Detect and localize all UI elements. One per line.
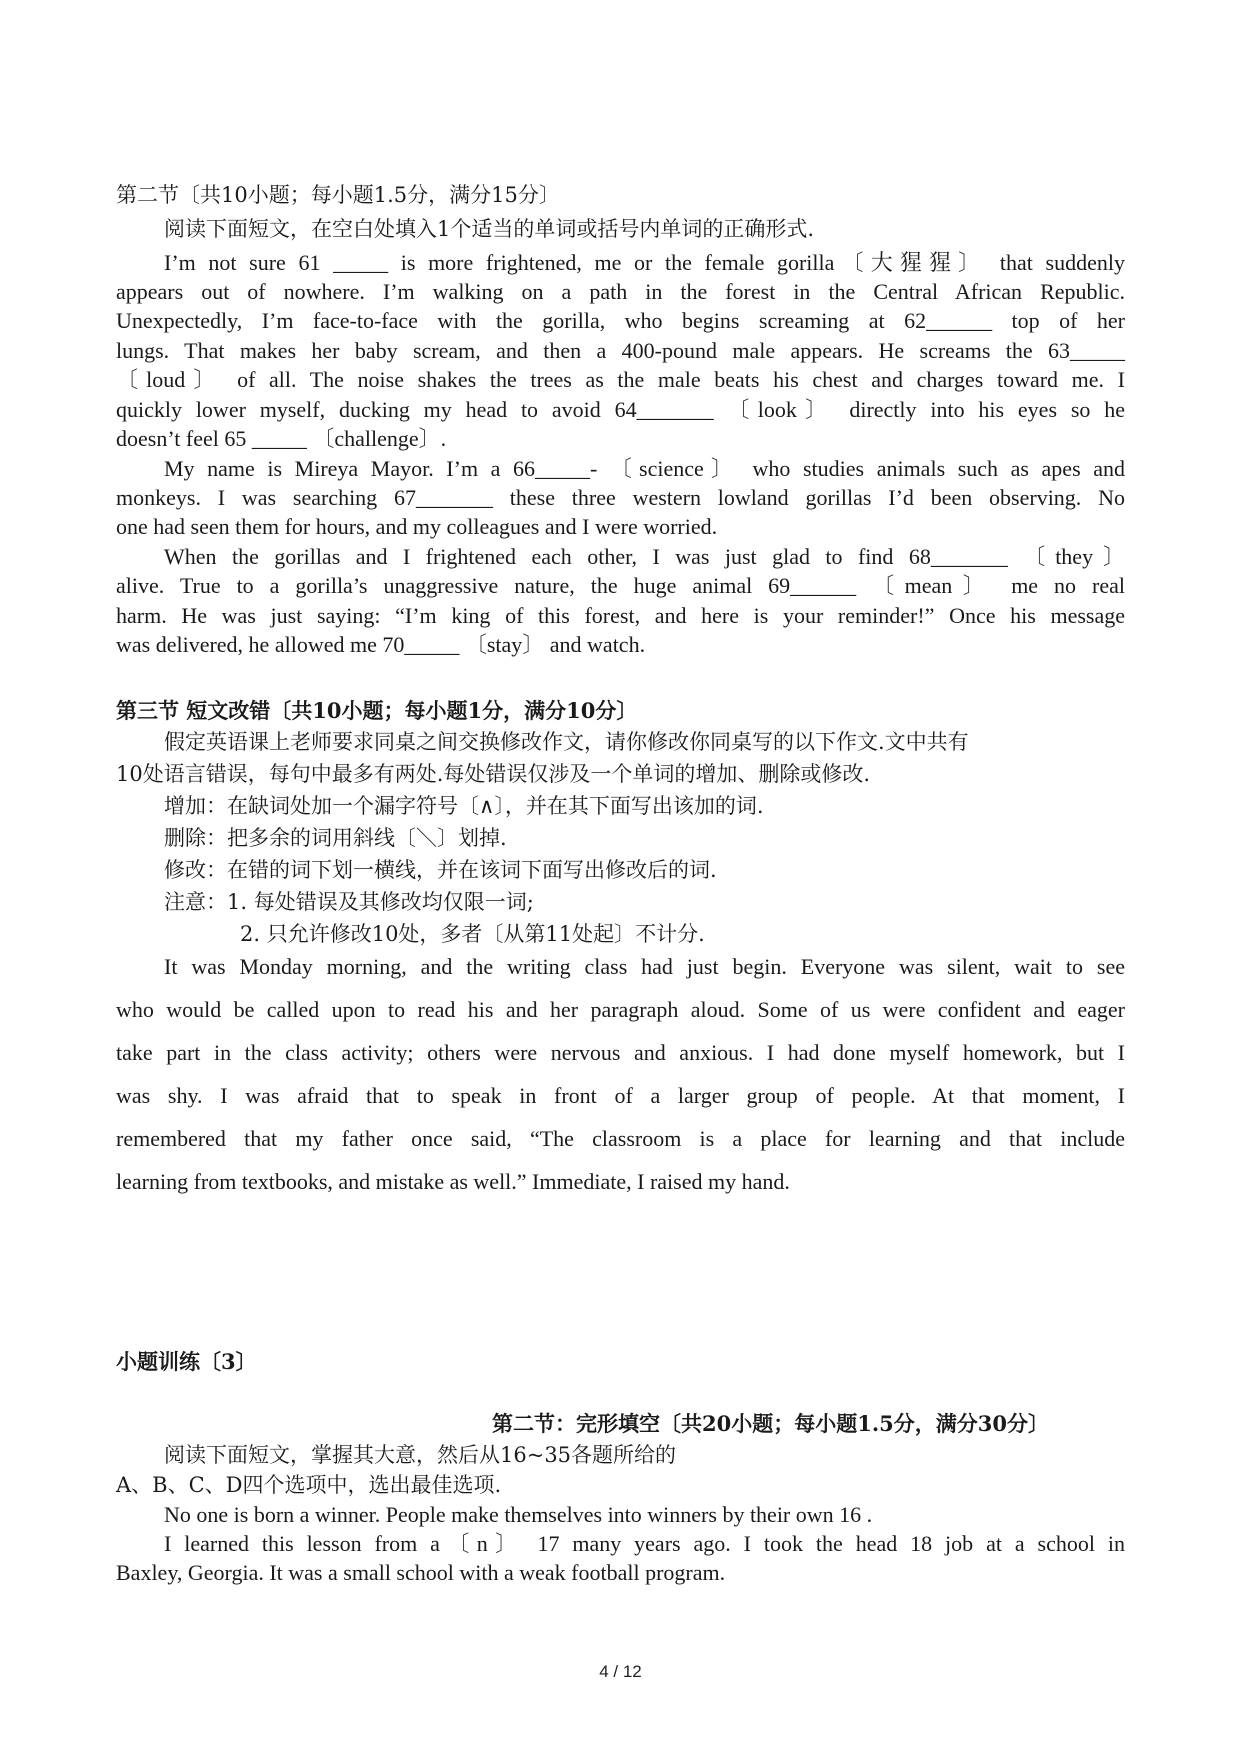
section3-passage-line-3: take part in the class activity; others were nervous and anxious. I had done myself homework, but I [116,1040,1125,1065]
section2-heading: 第二节〔共10小题；每小题1.5分，满分15分〕 [116,183,560,207]
section2-instruction: 阅读下面短文，在空白处填入1个适当的单词或括号内单词的正确形式. [164,217,815,241]
section3-note-1: 注意：1. 每处错误及其修改均仅限一词; [164,890,534,914]
section2-line-2: appears out of nowhere. I’m walking on a path in the forest in the Central African Republic. [116,279,1125,304]
training-instruction-2: A、B、C、D四个选项中，选出最佳选项. [116,1473,502,1497]
section2-line-7: doesn’t feel 65 _____ 〔challenge〕. [116,426,447,451]
section2-line-3: Unexpectedly, I’m face-to-face with the gorilla, who begins screaming at 62______ top of her [116,308,1125,333]
page-number: 4 / 12 [599,1662,642,1681]
section2-line-11: When the gorillas and I frightened each other, I was just glad to find 68_______ 〔they〕 [164,544,1125,569]
section2-line-10: one had seen them for hours, and my colleagues and I were worried. [116,514,718,539]
section3-add-rule: 增加：在缺词处加一个漏字符号〔∧〕，并在其下面写出该加的词. [164,794,764,818]
section3-passage-line-1: It was Monday morning, and the writing class had just begin. Everyone was silent, wait to see [164,954,1125,979]
section2-line-13: harm. He was just saying: “I’m king of this forest, and here is your reminder!” Once his message [116,603,1125,628]
section2-line-6: quickly lower myself, ducking my head to avoid 64_______ 〔look〕 directly into his eyes so he [116,397,1125,422]
section2-line-5: 〔loud〕 of all. The noise shakes the trees as the male beats his chest and charges toward me. I [116,367,1125,392]
section3-instruction-1: 假定英语课上老师要求同桌之间交换修改作文，请你修改你同桌写的以下作文.文中共有 [164,730,969,754]
section3-delete-rule: 删除：把多余的词用斜线〔＼〕划掉. [164,826,507,850]
section2-line-1: I’m not sure 61 _____ is more frightened, me or the female gorilla〔大猩猩〕 that suddenly [164,250,1125,275]
training-title: 小题训练〔3〕 [116,1349,257,1374]
section3-passage-line-4: was shy. I was afraid that to speak in front of a larger group of people. At that moment, I [116,1083,1125,1108]
training-section-heading: 第二节：完形填空〔共20小题；每小题1.5分，满分30分〕 [492,1411,1049,1436]
section3-passage-line-2: who would be called upon to read his and her paragraph aloud. Some of us were confident and eager [116,997,1125,1022]
section2-line-14: was delivered, he allowed me 70_____ 〔stay〕 and watch. [116,632,646,657]
training-line-2: I learned this lesson from a〔n〕 17 many years ago. I took the head 18 job at a school in [164,1531,1125,1556]
section3-passage-line-6: learning from textbooks, and mistake as well.” Immediate, I raised my hand. [116,1169,790,1194]
training-line-3: Baxley, Georgia. It was a small school with a weak football program. [116,1560,726,1585]
section3-modify-rule: 修改：在错的词下划一横线，并在该词下面写出修改后的词. [164,858,717,882]
section3-heading: 第三节 短文改错〔共10小题；每小题1分，满分10分〕 [116,698,638,723]
section2-line-8: My name is Mireya Mayor. I’m a 66_____- 〔science〕 who studies animals such as apes and [164,456,1125,481]
section2-line-12: alive. True to a gorilla’s unaggressive nature, the huge animal 69______ 〔mean〕 me no real [116,573,1125,598]
section3-note-2: 2. 只允许修改10处，多者〔从第11处起〕不计分. [240,922,705,946]
training-line-1: No one is born a winner. People make themselves into winners by their own 16 . [164,1502,873,1527]
section3-passage-line-5: remembered that my father once said, “The classroom is a place for learning and that include [116,1126,1125,1151]
section2-line-9: monkeys. I was searching 67_______ these three western lowland gorillas I’d been observing. No [116,485,1125,510]
training-instruction-1: 阅读下面短文，掌握其大意，然后从16~35各题所给的 [164,1443,677,1467]
section3-instruction-2: 10处语言错误，每句中最多有两处.每处错误仅涉及一个单词的增加、删除或修改. [116,762,871,786]
section2-line-4: lungs. That makes her baby scream, and then a 400-pound male appears. He screams the 63_____ [116,338,1125,363]
